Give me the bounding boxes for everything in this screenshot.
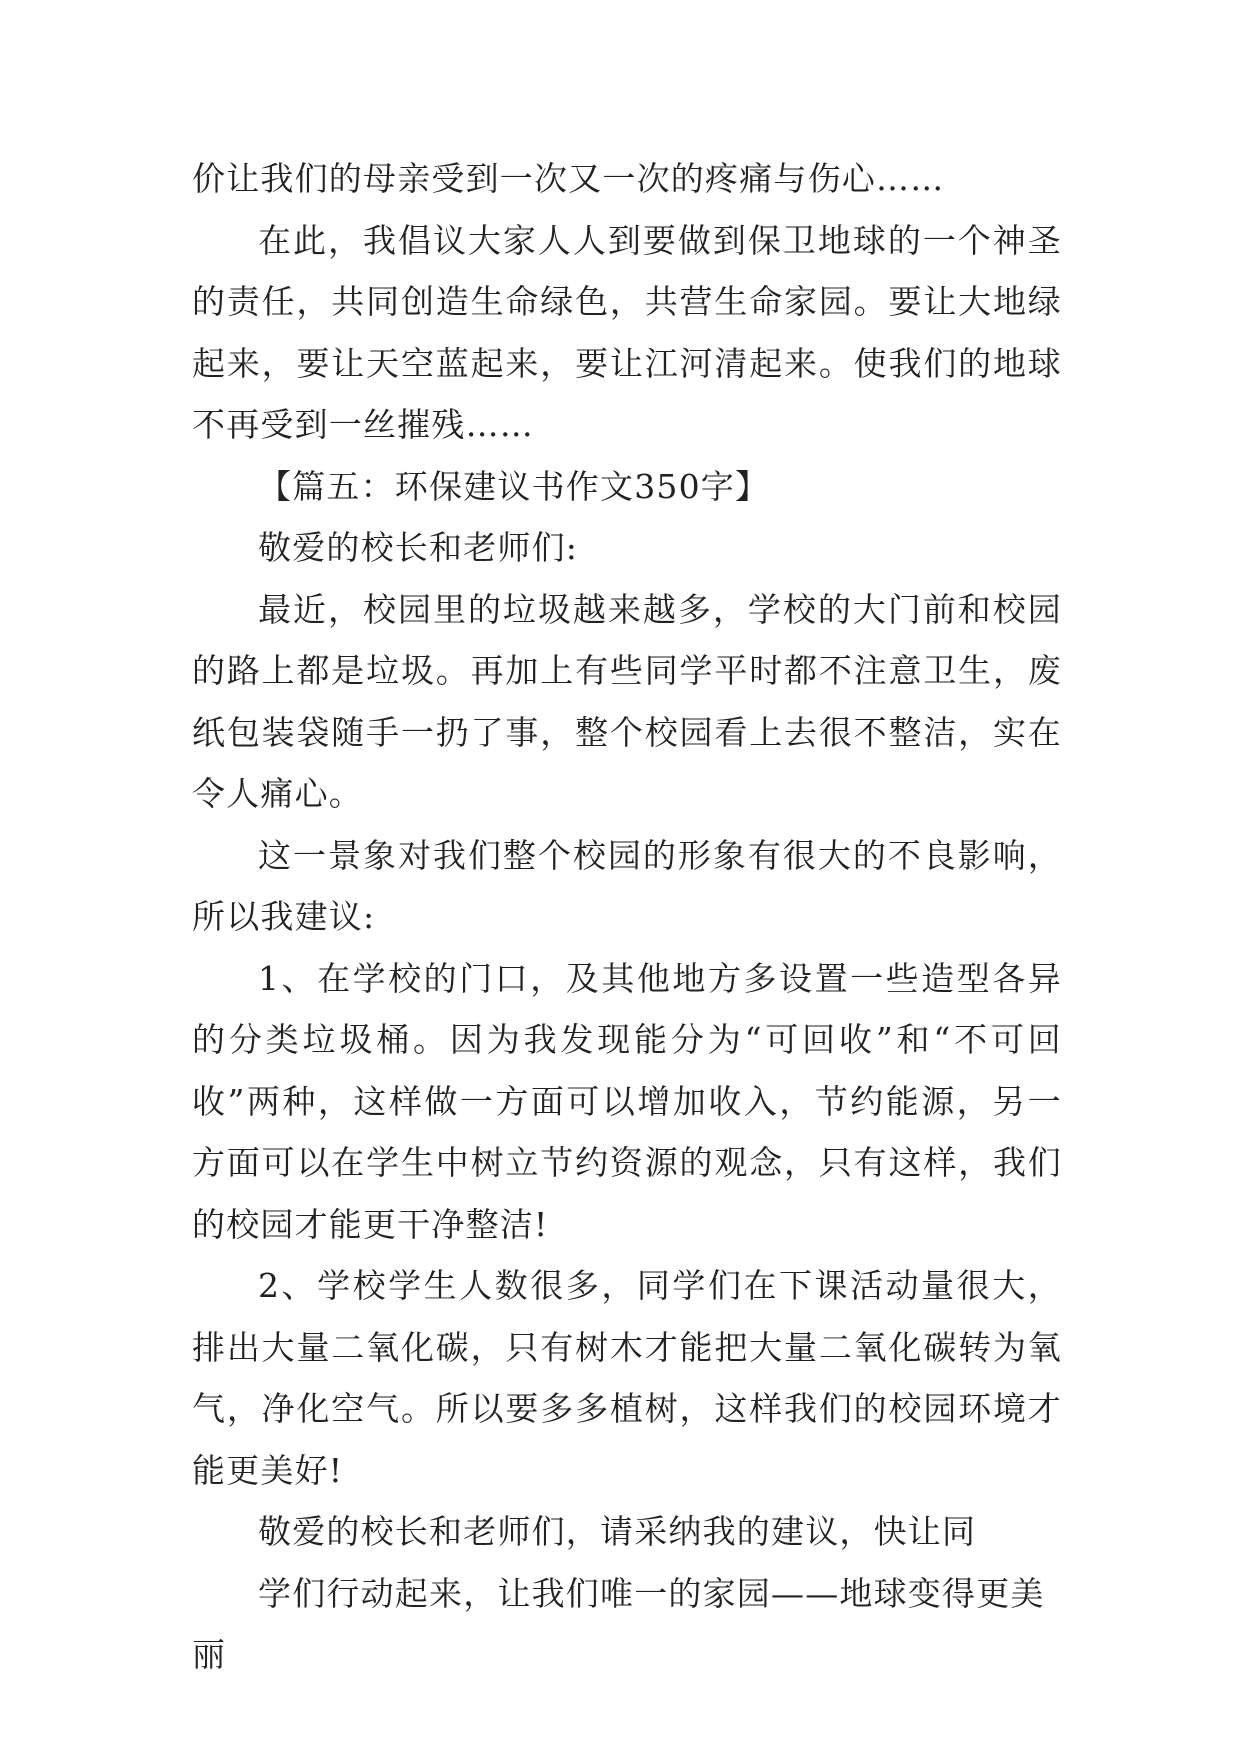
suggestion-item-2: 2、学校学生人数很多，同学们在下课活动量很大，排出大量二氧化碳，只有树木才能把大量二氧化碳转为氧气，净化空气。所以要多多植树，这样我们的校园环境才能更美好! [192,1266,1062,1490]
closing-line-2: 学们行动起来，让我们唯一的家园——地球变得更美丽 [192,1573,1045,1674]
section-heading: 【篇五：环保建议书作文350字】 [258,466,770,506]
closing-line-1: 敬爱的校长和老师们，请采纳我的建议，快让同 [258,1512,977,1551]
document-body [192,148,1062,1686]
paragraph-continuation: 价让我们的母亲受到一次又一次的疼痛与伤心…… [192,159,945,198]
paragraph-problem: 最近，校园里的垃圾越来越多，学校的大门前和校园的路上都是垃圾。再加上有些同学平时都不注意卫生，废纸包装袋随手一扔了事，整个校园看上去很不整洁，实在令人痛心。 [192,589,1062,813]
salutation: 敬爱的校长和老师们: [258,528,579,567]
paragraph-appeal: 在此，我倡议大家人人到要做到保卫地球的一个神圣的责任，共同创造生命绿色，共营生命家园。要让大地绿起来，要让天空蓝起来，要让江河清起来。使我们的地球不再受到一丝摧残…… [192,220,1062,444]
paragraph-intro-suggestion: 这一景象对我们整个校园的形象有很大的不良影响，所以我建议: [192,835,1062,936]
suggestion-item-1: 1、在学校的门口，及其他地方多设置一些造型各异的分类垃圾桶。因为我发现能分为“可回收”和“不可回收”两种，这样做一方面可以增加收入，节约能源，另一方面可以在学生中树立节约资源的观念，只有这样，我们的校园才能更干净整洁! [192,958,1062,1244]
